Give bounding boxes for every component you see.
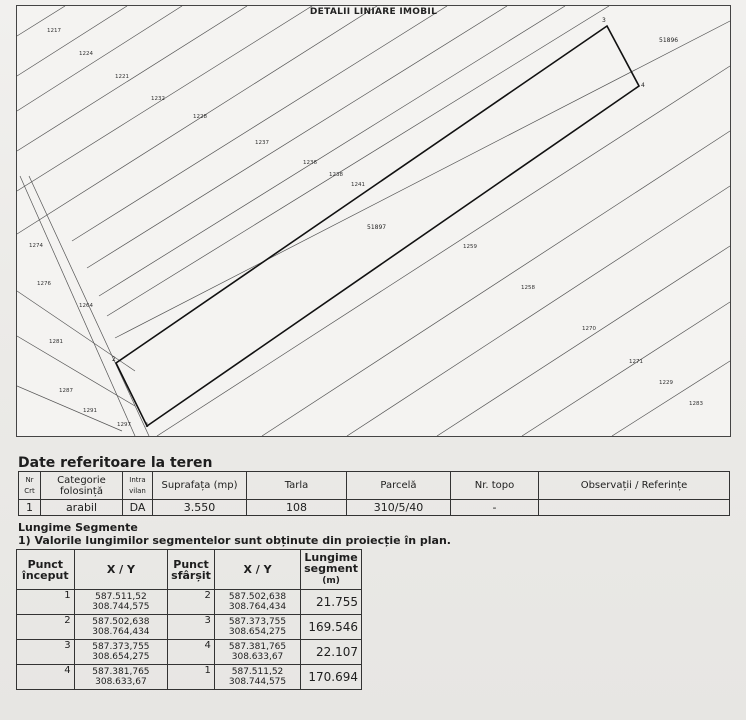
cell-start-coords xyxy=(74,615,168,640)
segmente-title-block xyxy=(18,521,451,547)
cell-start-point: 1 xyxy=(17,590,75,615)
coord-x: 587.502,638 xyxy=(228,592,287,602)
coord-y: 308.764,434 xyxy=(228,602,287,612)
cell-observatii xyxy=(539,500,730,516)
cell-length: 170.694 xyxy=(301,665,362,690)
cell-start-coords xyxy=(74,665,168,690)
cell-suprafata: 3.550 xyxy=(153,500,247,516)
header-punct-inceput: Punct început xyxy=(17,550,75,590)
cell-end-point: 1 xyxy=(168,665,215,690)
header-nrtopo: Nr. topo xyxy=(451,472,539,500)
map-parcel-number: 1276 xyxy=(37,281,51,287)
map-parcel-number: 1241 xyxy=(351,182,365,188)
coord-y: 308.744,575 xyxy=(228,677,287,687)
header-lungime xyxy=(301,550,362,590)
cell-intravilan: DA xyxy=(123,500,153,516)
header-xy-start: X / Y xyxy=(74,550,168,590)
map-parcel-number: 1229 xyxy=(659,380,673,386)
segmente-table xyxy=(16,549,362,690)
map-parcel-number: 1228 xyxy=(193,114,207,120)
cell-length: 22.107 xyxy=(301,640,362,665)
segmente-title: Lungime Segmente xyxy=(18,521,138,534)
cell-end-coords xyxy=(214,615,300,640)
header-tarla: Tarla xyxy=(247,472,347,500)
vertex-label-3: 3 xyxy=(602,17,606,24)
coord-x: 587.502,638 xyxy=(92,617,150,627)
map-parcel-number: 1283 xyxy=(689,401,703,407)
header-intravilan: Intra vilan xyxy=(123,472,153,500)
header-suprafata: Suprafața (mp) xyxy=(153,472,247,500)
map-parcel-number: 1271 xyxy=(629,359,643,365)
vertex-label-4: 4 xyxy=(641,82,645,89)
cell-end-coords xyxy=(214,665,300,690)
cell-nr: 1 xyxy=(19,500,41,516)
map-parcel-number: 1217 xyxy=(47,28,61,34)
segmente-body xyxy=(17,590,362,690)
cell-end-point: 3 xyxy=(168,615,215,640)
cell-parcela: 310/5/40 xyxy=(347,500,451,516)
header-parcela: Parcelă xyxy=(347,472,451,500)
cell-start-coords xyxy=(74,590,168,615)
header-xy-end: X / Y xyxy=(214,550,300,590)
header-punct-sfarsit: Punct sfârșit xyxy=(168,550,215,590)
parcel-id-label: 51897 xyxy=(367,224,387,231)
map-parcel-number: 1224 xyxy=(79,51,93,57)
map-title: DETALII LINIARE IMOBIL xyxy=(309,7,438,17)
neighbor-id-label: 51896 xyxy=(659,37,679,44)
coord-x: 587.511,52 xyxy=(231,667,284,677)
map-drawing xyxy=(17,6,730,436)
teren-header-row xyxy=(19,472,730,500)
table-row xyxy=(19,500,730,516)
cell-end-coords xyxy=(214,640,300,665)
vertex-label-1: 1 xyxy=(145,422,149,429)
map-parcel-number: 1270 xyxy=(582,326,596,332)
coord-x: 587.373,755 xyxy=(92,642,150,652)
cell-end-point: 2 xyxy=(168,590,215,615)
coord-y: 308.744,575 xyxy=(92,602,150,612)
teren-table xyxy=(18,471,730,516)
table-row xyxy=(17,615,362,640)
table-row xyxy=(17,665,362,690)
cell-length: 21.755 xyxy=(301,590,362,615)
cell-tarla: 108 xyxy=(247,500,347,516)
header-lungime-unit: (m) xyxy=(322,576,340,586)
map-parcel-number: 1238 xyxy=(329,172,343,178)
segmente-subtitle: 1) Valorile lungimilor segmentelor sunt obținute din proiecție în plan. xyxy=(18,534,451,547)
coord-y: 308.764,434 xyxy=(92,627,150,637)
cell-categorie: arabil xyxy=(41,500,123,516)
map-parcel-number: 1297 xyxy=(117,422,131,428)
cell-start-coords xyxy=(74,640,168,665)
cell-length: 169.546 xyxy=(301,615,362,640)
map-parcel-number: 1291 xyxy=(83,408,97,414)
coord-x: 587.381,765 xyxy=(228,642,287,652)
cell-nrtopo: - xyxy=(451,500,539,516)
coord-y: 308.654,275 xyxy=(92,652,150,662)
map-parcel-number: 1264 xyxy=(79,303,93,309)
coord-x: 587.511,52 xyxy=(95,592,147,602)
coord-y: 308.633,67 xyxy=(95,677,147,687)
header-categorie: Categorie folosință xyxy=(41,472,123,500)
table-row xyxy=(17,640,362,665)
map-parcel-number: 1221 xyxy=(115,74,129,80)
teren-section-title: Date referitoare la teren xyxy=(18,455,213,471)
map-parcel-number: 1232 xyxy=(151,96,165,102)
coord-x: 587.381,765 xyxy=(92,667,150,677)
vertex-label-2: 2 xyxy=(112,356,116,363)
cell-start-point: 2 xyxy=(17,615,75,640)
header-nr: Nr Crt xyxy=(19,472,41,500)
map-parcel-number: 1274 xyxy=(29,243,43,249)
cell-end-coords xyxy=(214,590,300,615)
map-parcel-number: 1236 xyxy=(303,160,317,166)
map-parcel-number: 1258 xyxy=(521,285,535,291)
coord-x: 587.373,755 xyxy=(228,617,287,627)
map-parcel-number: 1287 xyxy=(59,388,73,394)
cell-start-point: 3 xyxy=(17,640,75,665)
coord-y: 308.654,275 xyxy=(228,627,287,637)
cell-start-point: 4 xyxy=(17,665,75,690)
cadastral-map xyxy=(16,5,731,437)
header-lungime-label: Lungime segment xyxy=(304,551,359,575)
cell-end-point: 4 xyxy=(168,640,215,665)
header-observatii: Observații / Referințe xyxy=(539,472,730,500)
table-row xyxy=(17,590,362,615)
map-parcel-number: 1281 xyxy=(49,339,63,345)
map-parcel-number: 1259 xyxy=(463,244,477,250)
segmente-header-row xyxy=(17,550,362,590)
map-parcel-number: 1237 xyxy=(255,140,269,146)
coord-y: 308.633,67 xyxy=(231,652,284,662)
map-grid-lines xyxy=(17,6,730,436)
